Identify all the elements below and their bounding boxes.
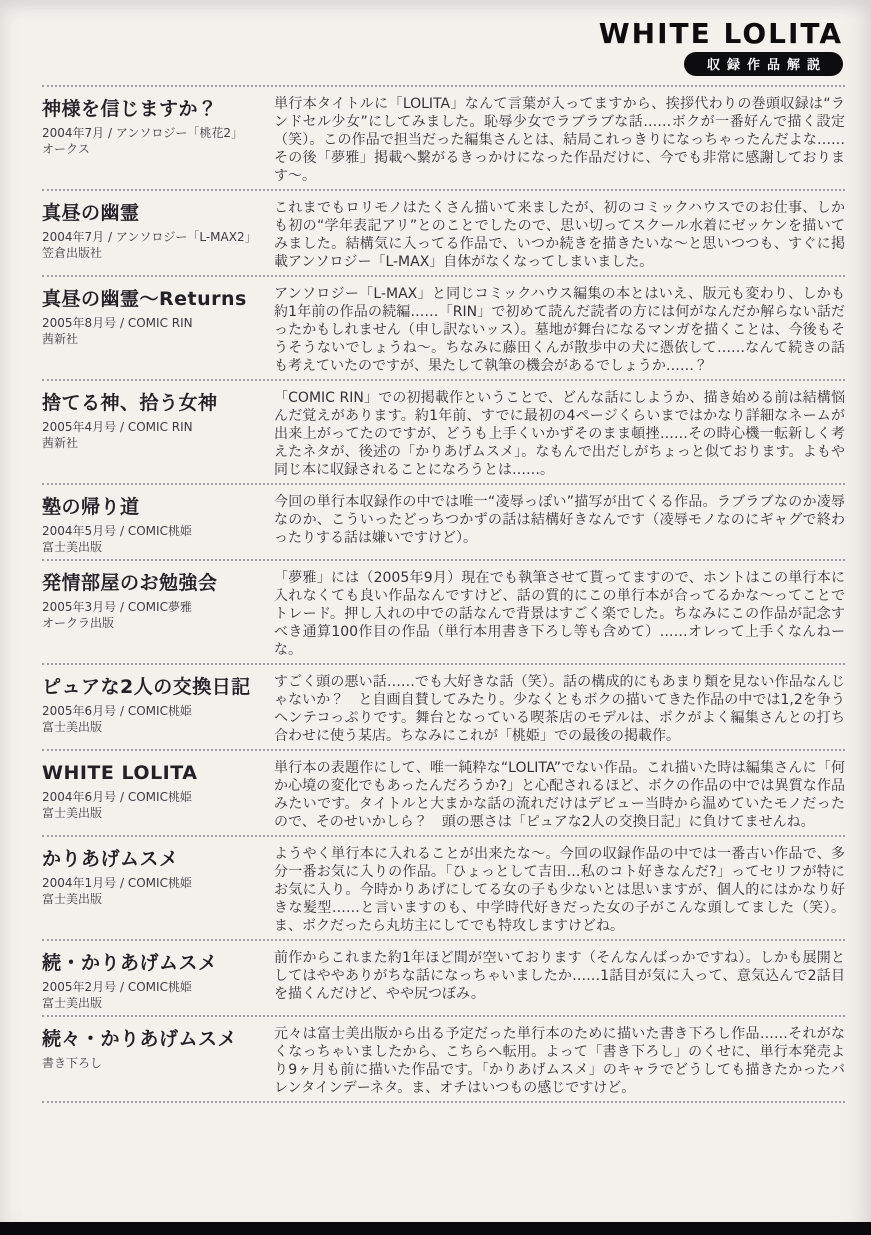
book-title: WHITE LOLITA — [598, 17, 843, 50]
work-entry — [42, 485, 845, 559]
work-meta — [42, 673, 274, 735]
work-description: 今回の単行本収録作の中では唯一“凌辱っぽい”描写が出てくる作品。ラブラブなのか凌辱なのか、こういったどっちつかずの話は結構好きなんです（凌辱モノなのにギャグで終わったりする話は嫌いですけど）。 — [274, 494, 845, 546]
work-description: 「夢雅」には（2005年9月）現在でも執筆させて貰ってますので、ホントはこの単行本に入れなくても良い作品なんですけど、話の質的にこの単行本が合ってるかな～ってことでトレード。押し入れの中での話なんで背景はすごく楽でした。ちなみにこの作品が記念すべき通算100作目の作品（単行本用書き下ろし等も含めて）……オレって上手くなんねーな。 — [274, 570, 845, 658]
work-publisher: 茜新社 — [42, 331, 79, 346]
work-entry — [42, 665, 845, 749]
work-publisher: 富士美出版 — [42, 719, 103, 734]
work-entry — [42, 561, 845, 663]
work-meta — [42, 949, 274, 1011]
work-publisher: 富士美出版 — [42, 995, 103, 1010]
work-title: 発情部屋のお勉強会 — [42, 572, 218, 594]
work-entry — [42, 751, 845, 835]
work-meta — [42, 759, 274, 821]
work-publisher: オークラ出版 — [42, 615, 115, 630]
work-title: 神様を信じますか？ — [42, 98, 218, 120]
work-publisher: 富士美出版 — [42, 539, 103, 554]
work-meta — [42, 285, 274, 347]
work-publication-info: 2005年3月号 / COMIC夢雅 — [42, 600, 192, 614]
work-publication-info: 2005年6月号 / COMIC桃姫 — [42, 704, 192, 718]
work-entry — [42, 1017, 845, 1101]
page-header — [42, 18, 845, 76]
work-title: 真昼の幽霊 — [42, 202, 140, 224]
work-publisher: オークス — [42, 141, 90, 156]
work-description: これまでもロリモノはたくさん描いて来ましたが、初のコミックハウスでのお仕事、しかも初の“学年表記アリ”とのことでしたので、思い切ってスクール水着にゼッケンを描いてみました。結構気に入ってる作品で、いつか続きを描きたいな～と思いつつも、すぐに掲載アンソロジー「L-MAX」自体がなくなってしまいました。 — [274, 200, 845, 270]
work-title: 真昼の幽霊～Returns — [42, 288, 247, 310]
dotted-separator — [42, 1101, 845, 1103]
work-meta — [42, 569, 274, 631]
work-description: 単行本タイトルに「LOLITA」なんて言葉が入ってますから、挨拶代わりの巻頭収録は“ランドセル少女”にしてみました。恥辱少女でラブラブな話……ボクが一番好んで描く設定（笑）。この作品で担当だった編集さんとは、結局これっきりになっちゃったんだよな……その後「夢雅」掲載へ繋がるきっかけになった作品だけに、今でも非常に感謝しております～。 — [274, 96, 845, 184]
work-title: 続々・かりあげムスメ — [42, 1028, 238, 1050]
works-commentary-list — [42, 87, 845, 1103]
work-description: アンソロジー「L-MAX」と同じコミックハウス編集の本とはいえ、版元も変わり、しかも約1年前の作品の続編……「RIN」で初めて読んだ読者の方には何がなんだか解らない話だったかもしれません（申し訳ないッス）。墓地が舞台になるマンガを描くことは、今後もそうそうないでしょうね～。ちなみに藤田くんが散歩中の犬に憑依して……なんて続きの話も考えていたのですが、果たして執筆の機会があるでしょうか……？ — [274, 286, 845, 374]
work-title: かりあげムスメ — [42, 848, 179, 870]
work-meta — [42, 1025, 274, 1072]
work-meta — [42, 389, 274, 451]
work-publication-info: 2004年7月 / アンソロジー「桃花2」 — [42, 126, 244, 140]
work-publisher: 富士美出版 — [42, 891, 103, 906]
work-entry — [42, 941, 845, 1015]
work-entry — [42, 87, 845, 189]
work-title: 続・かりあげムスメ — [42, 952, 218, 974]
work-description: 「COMIC RIN」での初掲載作ということで、どんな話にしようか、描き始める前は結構悩んだ覚えがあります。約1年前、すでに最初の4ページくらいまではかなり詳細なネームが出来上がってたのですが、どうも上手くいかずそのまま頓挫……その時心機一転新しく考えたネタが、後述の「かりあげムスメ」。なもんで出だしがちょっと似ております。よもや同じ本に収録されることになろうとは……。 — [274, 390, 845, 478]
work-publication-info: 2004年7月 / アンソロジー「L-MAX2」 — [42, 230, 257, 244]
work-title: 塾の帰り道 — [42, 496, 140, 518]
work-publication-info: 2005年8月号 / COMIC RIN — [42, 316, 193, 330]
work-meta — [42, 199, 274, 261]
work-publisher: 笠倉出版社 — [42, 245, 103, 260]
page-bottom-edge — [0, 1222, 871, 1235]
work-publisher: 富士美出版 — [42, 805, 103, 820]
section-badge: 収録作品解説 — [684, 52, 843, 76]
work-entry — [42, 381, 845, 483]
work-entry — [42, 277, 845, 379]
work-entry — [42, 837, 845, 939]
work-description: 単行本の表題作にして、唯一純粋な“LOLITA”でない作品。これ描いた時は編集さんに「何か心境の変化でもあったんだろうか?」と心配されるほど、ボクの作品の中では異質な作品みたいです。タイトルと大まかな話の流れだけはデビュー当時から温めていたモノだったので、そのせいかしら？ 頭の悪さは「ピュアな2人の交換日記」に負けてませんね。 — [274, 760, 845, 830]
work-description: すごく頭の悪い話……でも大好きな話（笑）。話の構成的にもあまり類を見ない作品なんじゃないか？ と自画自賛してみたり。少なくともボクの描いてきた作品の中では1,2を争うヘンテコっぷりです。舞台となっている喫茶店のモデルは、ボクがよく編集さんとの打ち合わせに使う某店。ちなみにこれが「桃姫」での最後の掲載作。 — [274, 674, 845, 744]
work-meta — [42, 493, 274, 555]
work-meta — [42, 95, 274, 157]
work-entry — [42, 191, 845, 275]
work-description: 前作からこれまた約1年ほど間が空いております（そんなんばっかですね）。しかも展開としてはややありがちな話になっちゃいましたか……1話目が気に入って、意気込んで2話目を描くんだけど、やや尻つぼみ。 — [274, 950, 845, 1002]
work-publication-info: 2005年2月号 / COMIC桃姫 — [42, 980, 192, 994]
work-meta — [42, 845, 274, 907]
work-description: 元々は富士美出版から出る予定だった単行本のために描いた書き下ろし作品……それがなくなっちゃいましたから、こちらへ転用。よって「書き下ろし」のくせに、単行本発売より9ヶ月も前に描いた作品です。「かりあげムスメ」のキャラでどうしても描きたかったバレンタインデーネタ。ま、オチはいつもの感じですけど。 — [274, 1026, 845, 1096]
work-publisher: 茜新社 — [42, 435, 79, 450]
work-publication-info: 2004年6月号 / COMIC桃姫 — [42, 790, 192, 804]
work-title: WHITE LOLITA — [42, 762, 198, 784]
work-title: 捨てる神、拾う女神 — [42, 392, 218, 414]
work-publication-info: 書き下ろし — [42, 1056, 103, 1070]
work-title: ピュアな2人の交換日記 — [42, 676, 251, 698]
work-publication-info: 2005年4月号 / COMIC RIN — [42, 420, 193, 434]
work-publication-info: 2004年1月号 / COMIC桃姫 — [42, 876, 192, 890]
work-publication-info: 2004年5月号 / COMIC桃姫 — [42, 524, 192, 538]
work-description: ようやく単行本に入れることが出来たな～。今回の収録作品の中では一番古い作品で、多分一番お気に入りの作品。「ひょっとして吉田…私のコト好きなんだ?」ってセリフが特にお気に入り。今時かりあげにしてる女の子も少ないとは思いますが、個人的にはかなり好きな髪型……と言いますのも、中学時代好きだった女の子がこんな頭してました（笑）。ま、ボクだったら丸坊主にしてでも特攻しますけどね。 — [274, 846, 845, 934]
